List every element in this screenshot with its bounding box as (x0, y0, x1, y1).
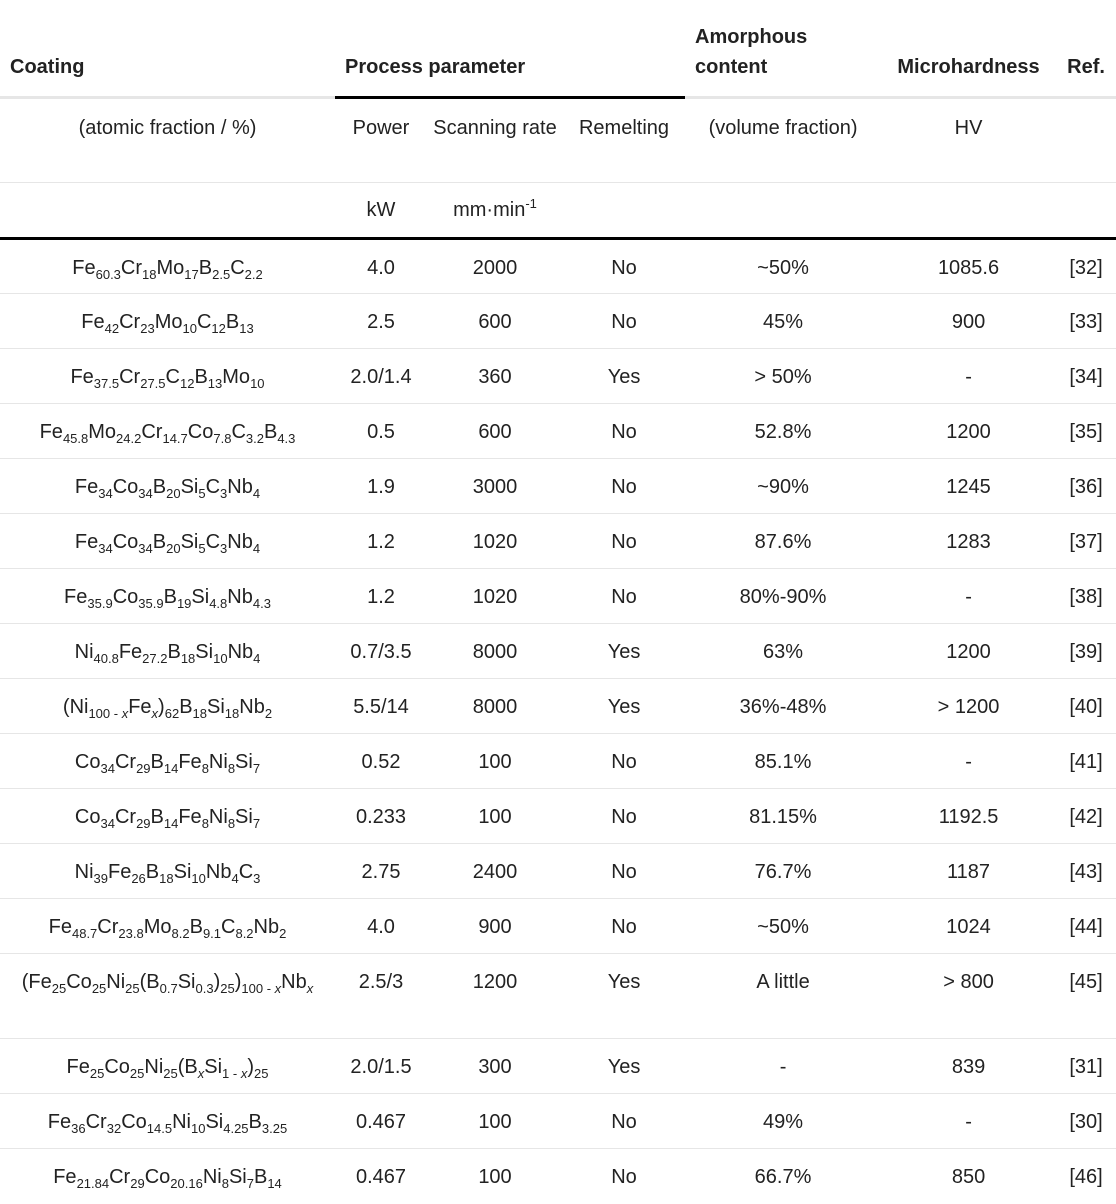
units-power: kW (335, 183, 427, 239)
table-row (0, 294, 1116, 349)
cell-amorphous: - (685, 1039, 881, 1094)
cell-coating: $Co_{34}Cr_{29}B_{14}Fe_8Ni_8Si_7$ (0, 789, 335, 844)
cell-power: 2.75 (335, 844, 427, 899)
table-row (0, 954, 1116, 1039)
header-process-parameter: Process parameter (335, 0, 685, 98)
header-amorphous-content: Amorphous content (685, 0, 881, 98)
cell-remelting: No (563, 514, 685, 569)
cell-scanning-rate: 360 (427, 349, 563, 404)
cell-remelting: No (563, 404, 685, 459)
cell-scanning-rate: 600 (427, 294, 563, 349)
subheader-scanning-rate: Scanning rate (427, 98, 563, 183)
cell-coating: $Fe_{35.9}Co_{35.9}B_{19}Si_{4.8}Nb_{4.3}$ (0, 569, 335, 624)
cell-remelting: No (563, 789, 685, 844)
cell-coating: $Co_{34}Cr_{29}B_{14}Fe_8Ni_8Si_7$ (0, 734, 335, 789)
cell-microhardness: > 1200 (881, 679, 1056, 734)
cell-coating: $Fe_{34}Co_{34}B_{20}Si_5C_3Nb_4$ (0, 514, 335, 569)
cell-remelting: No (563, 899, 685, 954)
cell-microhardness: 1024 (881, 899, 1056, 954)
cell-remelting: Yes (563, 1039, 685, 1094)
cell-power: 2.5 (335, 294, 427, 349)
cell-ref: [38] (1056, 569, 1116, 624)
cell-power: 1.9 (335, 459, 427, 514)
table-row (0, 899, 1116, 954)
cell-scanning-rate: 1020 (427, 514, 563, 569)
cell-scanning-rate: 300 (427, 1039, 563, 1094)
subheader-microhardness: HV (881, 98, 1056, 183)
subheader-coating: (atomic fraction / %) (0, 98, 335, 183)
cell-remelting: No (563, 844, 685, 899)
header-ref: Ref. (1056, 0, 1116, 98)
cell-ref: [30] (1056, 1094, 1116, 1149)
cell-remelting: No (563, 1094, 685, 1149)
subheader-power: Power (335, 98, 427, 183)
cell-microhardness: 839 (881, 1039, 1056, 1094)
cell-coating: $Fe_{34}Co_{34}B_{20}Si_5C_3Nb_4$ (0, 459, 335, 514)
cell-coating: $Fe_{21.84}Cr_{29}Co_{20.16}Ni_8Si_7B_{14}$ (53, 1166, 282, 1191)
units-coating (0, 183, 335, 239)
cell-amorphous: 76.7% (685, 844, 881, 899)
cell-remelting: No (563, 239, 685, 294)
cell-power: 4.0 (335, 239, 427, 294)
units-scanning-rate: $mm\cdot\min^{-1}$ (427, 183, 563, 239)
cell-coating: $Fe_{42}Cr_{23}Mo_{10}C_{12}B_{13}$ (0, 294, 335, 349)
cell-scanning-rate: 8000 (427, 624, 563, 679)
cell-power: 0.5 (335, 404, 427, 459)
cell-amorphous: 81.15% (685, 789, 881, 844)
cell-remelting: No (563, 734, 685, 789)
cell-amorphous: 87.6% (685, 514, 881, 569)
table-row (0, 239, 1116, 294)
cell-scanning-rate: 100 (427, 789, 563, 844)
cell-ref: [45] (1056, 954, 1116, 1039)
cell-power: 0.233 (335, 789, 427, 844)
cell-remelting: Yes (563, 349, 685, 404)
cell-power: 4.0 (335, 899, 427, 954)
cell-scanning-rate: 900 (427, 899, 563, 954)
cell-microhardness: 900 (881, 294, 1056, 349)
cell-ref: [31] (1056, 1039, 1116, 1094)
cell-scanning-rate: 2400 (427, 844, 563, 899)
cell-power: 2.0/1.5 (335, 1039, 427, 1094)
cell-coating: $(Ni_{100 - x}Fe_x)_{62}B_{18}Si_{18}Nb_2$ (0, 679, 335, 734)
cell-scanning-rate: 3000 (427, 459, 563, 514)
table-row (0, 1039, 1116, 1094)
header-row (0, 0, 1116, 98)
cell-ref: [41] (1056, 734, 1116, 789)
cell-power: 2.5/3 (335, 954, 427, 1039)
cell-remelting: Yes (563, 679, 685, 734)
cell-coating: $Ni_{39}Fe_{26}B_{18}Si_{10}Nb_4C_3$ (0, 844, 335, 899)
cell-amorphous: 66.7% (754, 1166, 812, 1188)
cell-remelting: Yes (563, 954, 685, 1039)
cell-scanning-rate: 1020 (427, 569, 563, 624)
cell-power: 0.52 (335, 734, 427, 789)
cell-power: 1.2 (335, 514, 427, 569)
cell-scanning-rate: 600 (427, 404, 563, 459)
cell-coating: $Fe_{48.7}Cr_{23.8}Mo_{8.2}B_{9.1}C_{8.2}Nb_2$ (0, 899, 335, 954)
cell-microhardness: 1085.6 (881, 239, 1056, 294)
table-row (0, 459, 1116, 514)
cell-amorphous: ~50% (685, 899, 881, 954)
subheader-row (0, 98, 1116, 183)
table-row (0, 349, 1116, 404)
cell-microhardness: 1200 (881, 624, 1056, 679)
cell-remelting: Yes (563, 624, 685, 679)
cell-scanning-rate: 100 (478, 1166, 512, 1188)
cell-amorphous: 80%-90% (685, 569, 881, 624)
cell-ref: [32] (1056, 239, 1116, 294)
table-body (0, 239, 1116, 1204)
cell-coating: $Fe_{36}Cr_{32}Co_{14.5}Ni_{10}Si_{4.25}B_{3.25}$ (0, 1094, 335, 1149)
cell-remelting: No (563, 294, 685, 349)
cell-ref: [40] (1056, 679, 1116, 734)
table-row (0, 404, 1116, 459)
cell-ref: [33] (1056, 294, 1116, 349)
cell-coating: $Fe_{60.3}Cr_{18}Mo_{17}B_{2.5}C_{2.2}$ (0, 239, 335, 294)
cell-scanning-rate: 2000 (427, 239, 563, 294)
cell-remelting: No (563, 569, 685, 624)
cell-power: 2.0/1.4 (335, 349, 427, 404)
cell-microhardness: 1192.5 (881, 789, 1056, 844)
cell-amorphous: 85.1% (685, 734, 881, 789)
cell-amorphous: > 50% (685, 349, 881, 404)
cell-power: 0.7/3.5 (335, 624, 427, 679)
cell-ref: [35] (1056, 404, 1116, 459)
cell-microhardness: 1245 (881, 459, 1056, 514)
cell-amorphous: 45% (685, 294, 881, 349)
cell-amorphous: 63% (685, 624, 881, 679)
cell-ref: [39] (1056, 624, 1116, 679)
cell-power: 1.2 (335, 569, 427, 624)
header-microhardness: Microhardness (881, 0, 1056, 98)
table-row (0, 569, 1116, 624)
cell-amorphous: A little (685, 954, 881, 1039)
table-row (0, 1094, 1116, 1149)
cell-power: 0.467 (335, 1094, 427, 1149)
cell-ref: [46] (1069, 1166, 1103, 1188)
cell-microhardness: 1200 (881, 404, 1056, 459)
cell-ref: [36] (1056, 459, 1116, 514)
cell-microhardness: - (881, 734, 1056, 789)
cell-microhardness: 1187 (881, 844, 1056, 899)
subheader-amorphous: (volume fraction) (685, 98, 881, 183)
cell-remelting: No (611, 1166, 637, 1188)
cell-ref: [37] (1056, 514, 1116, 569)
cell-power: 0.467 (355, 1166, 407, 1188)
cell-ref: [34] (1056, 349, 1116, 404)
cell-microhardness: - (881, 1094, 1056, 1149)
cell-coating: $(Fe_{25}Co_{25}Ni_{25}(B_{0.7}Si_{0.3})_{25})_{100 - x}Nb_x$ (0, 954, 335, 1039)
cell-microhardness: - (881, 349, 1056, 404)
cell-microhardness: - (881, 569, 1056, 624)
cell-coating: $Fe_{45.8}Mo_{24.2}Cr_{14.7}Co_{7.8}C_{3.2}B_{4.3}$ (0, 404, 335, 459)
cell-coating: $Fe_{25}Co_{25}Ni_{25}(B_xSi_{1 - x})_{25}$ (0, 1039, 335, 1094)
cell-microhardness: 1283 (881, 514, 1056, 569)
cell-coating: $Fe_{37.5}Cr_{27.5}C_{12}B_{13}Mo_{10}$ (0, 349, 335, 404)
table-row (0, 514, 1116, 569)
table-row (0, 624, 1116, 679)
cell-amorphous: 49% (685, 1094, 881, 1149)
cell-remelting: No (563, 459, 685, 514)
table-row (0, 1149, 1116, 1204)
subheader-remelting: Remelting (563, 98, 685, 183)
cell-ref: [42] (1056, 789, 1116, 844)
table-row (0, 734, 1116, 789)
header-coating: Coating (0, 0, 335, 98)
units-row (0, 183, 1116, 239)
subheader-ref (1056, 98, 1116, 183)
cell-amorphous: ~50% (685, 239, 881, 294)
cell-ref: [43] (1056, 844, 1116, 899)
cell-scanning-rate: 100 (427, 1094, 563, 1149)
table-row (0, 844, 1116, 899)
cell-amorphous: ~90% (685, 459, 881, 514)
cell-amorphous: 36%-48% (685, 679, 881, 734)
cell-ref: [44] (1056, 899, 1116, 954)
table-row (0, 679, 1116, 734)
cell-coating: $Ni_{40.8}Fe_{27.2}B_{18}Si_{10}Nb_4$ (0, 624, 335, 679)
cell-scanning-rate: 8000 (427, 679, 563, 734)
cell-scanning-rate: 100 (427, 734, 563, 789)
table-row (0, 789, 1116, 844)
cell-microhardness: > 800 (881, 954, 1056, 1039)
cell-scanning-rate: 1200 (427, 954, 563, 1039)
cell-power: 5.5/14 (335, 679, 427, 734)
cell-amorphous: 52.8% (685, 404, 881, 459)
cell-microhardness: 850 (951, 1166, 986, 1188)
